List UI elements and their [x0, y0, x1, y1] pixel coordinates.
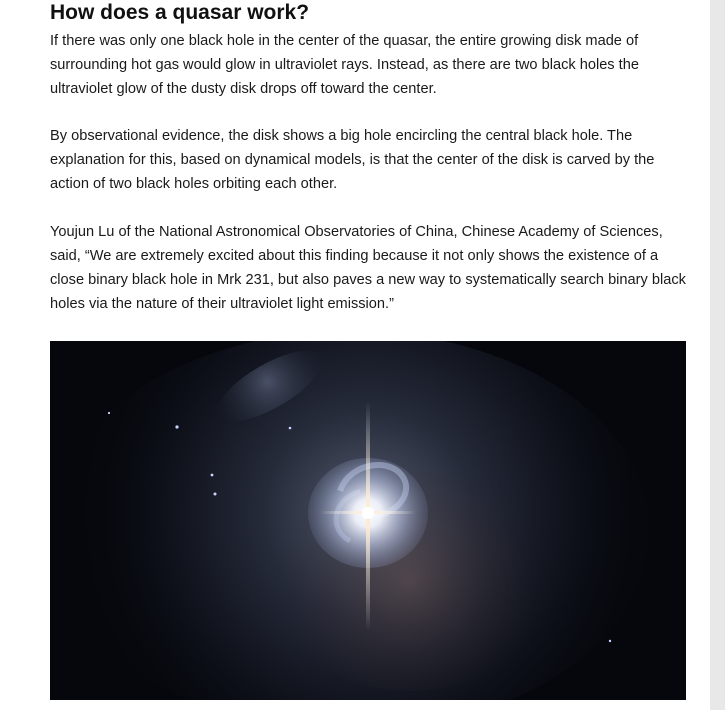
quasar-galaxy-image — [50, 341, 686, 700]
paragraph-quote: Youjun Lu of the National Astronomical Observatories of China, Chinese Academy of Sciences, said, “We are extremely excited about this finding because it not only shows the existence of a close binary black hole in Mrk 231, but also paves a new way to systematically search binary black holes via the nature of their ultraviolet light emission.” — [50, 224, 686, 312]
section-heading: How does a quasar work? — [50, 1, 310, 24]
page-margin — [710, 0, 725, 710]
paragraph-evidence: By observational evidence, the disk shows a big hole encircling the central black hole. The explanation for this, based on dynamical models, is that the center of the disk is carved by the action of two black holes orbiting each other. — [50, 128, 655, 192]
paragraph-intro: If there was only one black hole in the center of the quasar, the entire growing disk made of surrounding hot gas would glow in ultraviolet rays. Instead, as there are two black holes the ultraviolet glow of the dusty disk drops off toward the center. — [50, 33, 639, 97]
